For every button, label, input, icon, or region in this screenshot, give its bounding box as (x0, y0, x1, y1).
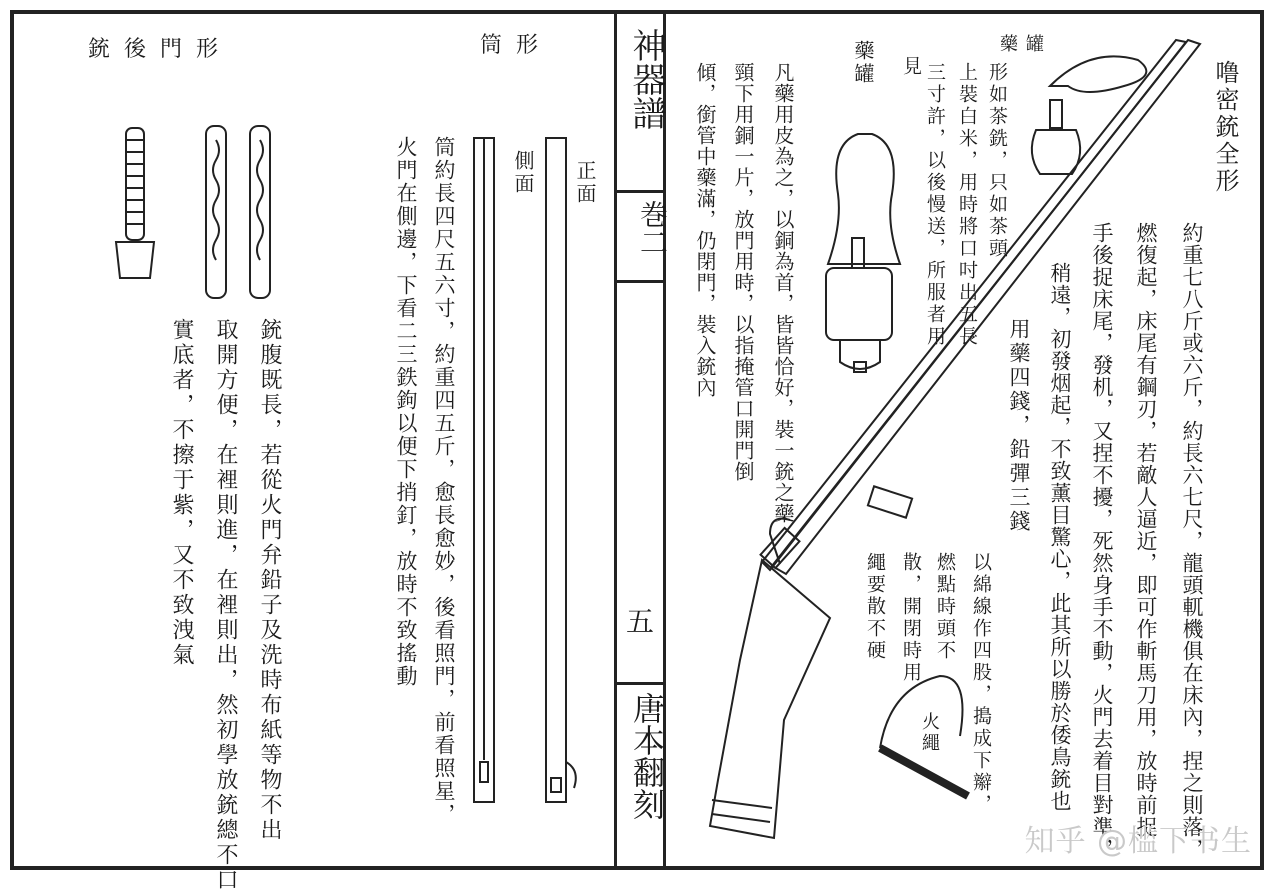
rear-gate-tube-drawings (206, 126, 270, 298)
fuse-box-text-3: 三寸許，以後慢送，所服者用 (924, 62, 946, 348)
barrel-front-view-drawing (546, 138, 576, 802)
gate-text-column-1: 銃腹既長，若從火門弁鉛子及洗時布紙等物不出 (257, 318, 282, 843)
powder-flask-text-2: 頸下用銅一片，放門用時，以指掩管口開門倒 (731, 62, 755, 482)
gate-text-column-3: 實底者，不擦于紫，又不致洩氣 (169, 318, 194, 668)
match-text-4: 繩要散不硬 (864, 552, 886, 662)
matchlock-gun-drawing (710, 40, 1200, 838)
side-view-label: 側面 (511, 150, 535, 196)
gun-text-column-3: 手後捉床尾，發机，又捏不擾，死然身手不動，火門去着目對準， (1090, 222, 1114, 860)
match-cord-drawing (880, 676, 968, 796)
powder-flask-label: 藥罐 (851, 40, 875, 86)
match-text-2: 燃點時頭不 (934, 552, 956, 662)
rear-gate-heading: 銃後門形 (88, 37, 233, 62)
fuse-box-label: 藥罐 (1000, 34, 1052, 55)
gun-text-column-4: 稍遠，初發烟起，不致薰目驚心，此其所以勝於倭鳥銃也 (1048, 262, 1072, 812)
barrel-side-view-drawing (474, 138, 494, 802)
book-title: 神器譜 (626, 28, 666, 130)
gun-charge-text: 用藥四錢，鉛彈三錢 (1007, 318, 1031, 534)
fuse-box-text-4: 見 (900, 56, 922, 78)
gun-text-column-1: 約重七八斤或六斤，約長六七尺，龍頭軏機俱在床內，捏之則落， (1180, 222, 1204, 860)
page-number: 五 (625, 605, 654, 638)
match-text-1: 以綿線作四股，搗成下辮， (970, 552, 992, 816)
edition-label: 唐本翻刻 (628, 692, 666, 820)
gun-text-column-2: 燃復起，床尾有鋼刃，若敵人逼近，即可作斬馬刀用，放時前捉 (1134, 222, 1158, 838)
volume-label: 巻二 (636, 200, 669, 256)
powder-flask-drawing (826, 134, 900, 372)
barrel-text-column-2: 火門在側邊，下看二三鉄鉤以便下捎釘，放時不致搖動 (394, 136, 418, 688)
front-view-label: 正面 (573, 160, 597, 206)
gate-text-column-2: 取開方便，在裡則進，在裡則出，然初學放銃總不口 (213, 318, 238, 893)
barrel-text-column-1: 筒約長四尺五六寸，約重四五斤，愈長愈妙，後看照門，前看照星， (432, 136, 456, 826)
match-cord-label: 火繩 (919, 712, 940, 754)
fuse-box-text-1: 形如茶銑，只如茶頭 (986, 62, 1008, 260)
powder-flask-text-1: 凡藥用皮為之，以銅為首，皆皆恰好，裝一銃之藥 (771, 62, 795, 524)
powder-flask-text-3: 傾，銜管中藥滿，仍閉門，裝入銃內 (693, 62, 717, 398)
fuse-box-text-2: 上裝白米，用時將口吋出五長 (956, 62, 978, 348)
gun-full-view-heading: 噜密銃全形 (1211, 60, 1239, 195)
barrel-heading: 筒形 (480, 33, 553, 58)
match-text-3: 散，開閉時用 (900, 552, 922, 684)
watermark: 知乎 @槛下书生 (1024, 824, 1252, 859)
rear-gate-rod-drawing (116, 128, 154, 278)
